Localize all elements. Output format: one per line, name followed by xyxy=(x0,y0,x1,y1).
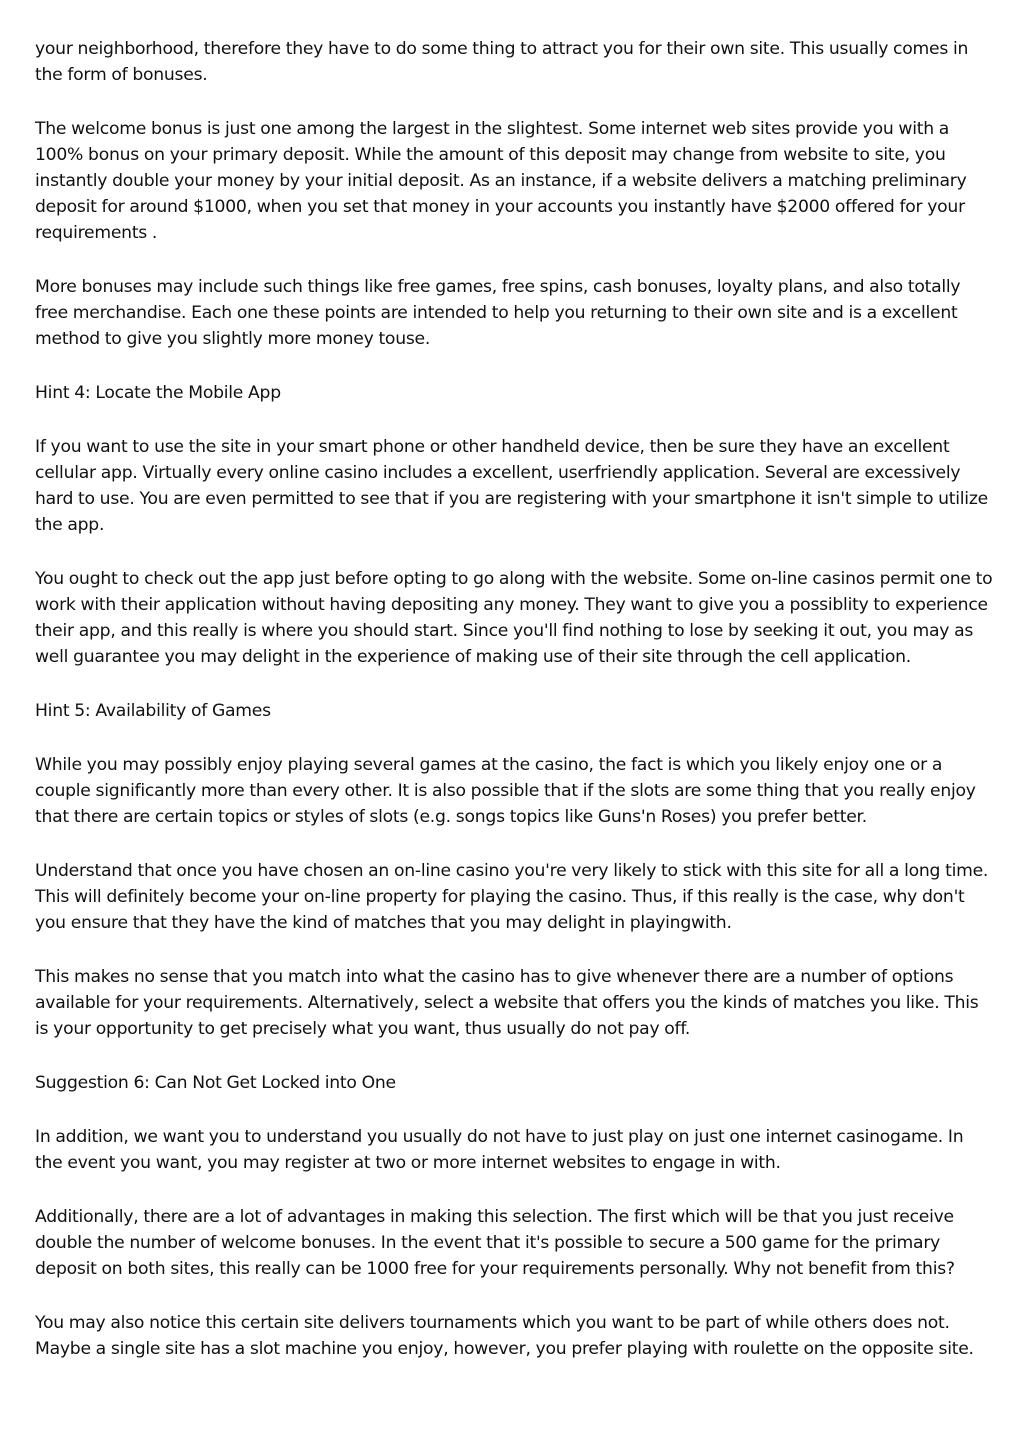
paragraph-games-enjoy: While you may possibly enjoy playing several games at the casino, the fact is which you likely enjoy one or a couple significantly more than every other. It is also possible that if the slots are some thing that you really enjoy that there are certain topics or styles of slots (e.g. songs topics like Guns'n Roses) you prefer better. xyxy=(35,755,976,827)
paragraph-bonuses-intro: your neighborhood, therefore they have to do some thing to attract you for their own site. This usually comes in the form of bonuses. xyxy=(35,39,969,85)
heading-hint-5: Hint 5: Availability of Games xyxy=(35,701,271,721)
paragraph-mobile-app: If you want to use the site in your smart phone or other handheld device, then be sure they have an excellent cellular app. Virtually every online casino includes a excellent, userfriendly application. Several are excessively hard to use. You are even permitted to see that if you are registering with your smartphone it isn't simple to utilize the app. xyxy=(35,437,988,535)
paragraph-online-property: Understand that once you have chosen an on-line casino you're very likely to stick with this site for all a long time. This will definitely become your on-line property for playing the casino. Thus, if this really is the case, why don't you ensure that they have the kind of matches that you may delight in playingwith. xyxy=(35,861,989,933)
document-body xyxy=(35,36,995,1390)
heading-suggestion-6: Suggestion 6: Can Not Get Locked into One xyxy=(35,1073,396,1093)
paragraph-more-bonuses: More bonuses may include such things like free games, free spins, cash bonuses, loyalty plans, and also totally free merchandise. Each one these points are intended to help you returning to their own site and is a excellent method to give you slightly more money touse. xyxy=(35,277,961,349)
paragraph-tournaments: You may also notice this certain site delivers tournaments which you want to be part of while others does not. Maybe a single site has a slot machine you enjoy, however, you prefer playing with roulette on the opposite site. xyxy=(35,1313,974,1359)
paragraph-options: This makes no sense that you match into what the casino has to give whenever there are a number of options available for your requirements. Alternatively, select a website that offers you the kinds of matches you like. This is your opportunity to get precisely what you want, thus usually do not pay off. xyxy=(35,967,979,1039)
paragraph-check-app: You ought to check out the app just before opting to go along with the website. Some on-line casinos permit one to work with their application without having depositing any money. They want to give you a possiblity to experience their app, and this really is where you should start. Since you'll find nothing to lose by seeking it out, you may as well guarantee you may delight in the experience of making use of their site through the cell application. xyxy=(35,569,993,667)
heading-hint-4: Hint 4: Locate the Mobile App xyxy=(35,383,281,403)
paragraph-advantages: Additionally, there are a lot of advantages in making this selection. The first which will be that you just receive double the number of welcome bonuses. In the event that it's possible to secure a 500 game for the primary deposit on both sites, this really can be 1000 free for your requirements personally. Why not benefit from this? xyxy=(35,1207,955,1279)
paragraph-multiple-sites: In addition, we want you to understand you usually do not have to just play on just one internet casinogame. In the event you want, you may register at two or more internet websites to engage in with. xyxy=(35,1127,964,1173)
paragraph-welcome-bonus: The welcome bonus is just one among the largest in the slightest. Some internet web sites provide you with a 100% bonus on your primary deposit. While the amount of this deposit may change from website to site, you instantly double your money by your initial deposit. As an instance, if a website delivers a matching preliminary deposit for around $1000, when you set that money in your accounts you instantly have $2000 offered for your requirements . xyxy=(35,119,967,243)
